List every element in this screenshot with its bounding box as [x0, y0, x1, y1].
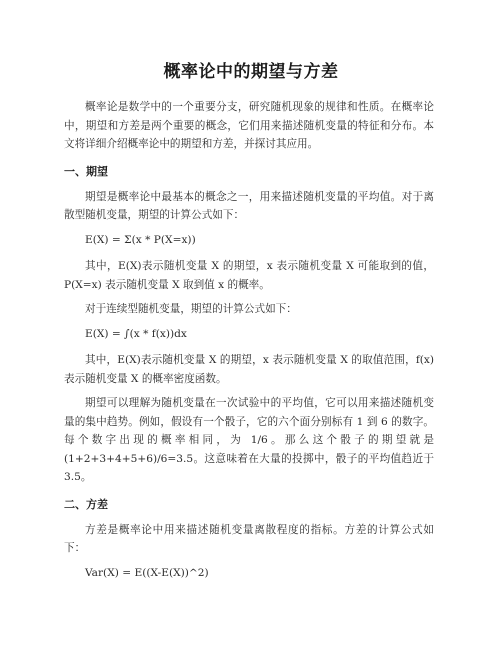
document-title: 概率论中的期望与方差	[163, 62, 339, 82]
variance-definition: 方差是概率论中用来描述随机变量离散程度的指标。方差的计算公式如下：	[64, 523, 434, 554]
intro-paragraph: 概率论是数学中的一个重要分支，研究随机现象的规律和性质。在概率论中，期望和方差是两个重要的概念，它们用来描述随机变量的特征和分布。本文将详细介绍概率论中的期望和方差，并探讨其应用。	[64, 101, 434, 150]
expectation-example: 期望可以理解为随机变量在一次试验中的平均值，它可以用来描述随机变量的集中趋势。例如，假设有一个骰子，它的六个面分别标有 1 到 6 的数字。每个数字出现的概率相同，为 1/6。那么这个骰子的期望就是(1+2+3+4+5+6)/6=3.5。这意味着在大量的投掷中，骰子的平均值趋近于 3.5。	[64, 397, 434, 483]
discrete-expectation-explanation: 其中，E(X)表示随机变量 X 的期望，x 表示随机变量 X 可能取到的值，P(X=x) 表示随机变量 X 取到值 x 的概率。	[64, 260, 434, 291]
section-heading-variance: 二、方差	[64, 497, 108, 511]
expectation-definition: 期望是概率论中最基本的概念之一，用来描述随机变量的平均值。对于离散型随机变量，期望的计算公式如下：	[64, 190, 434, 221]
continuous-intro: 对于连续型随机变量，期望的计算公式如下：	[85, 303, 297, 315]
variance-formula: Var(X) = E((X-E(X))^2)	[85, 566, 209, 579]
continuous-expectation-explanation: 其中，E(X)表示随机变量 X 的期望，x 表示随机变量 X 的取值范围，f(x)表示随机变量 X 的概率密度函数。	[64, 354, 434, 385]
section-heading-expectation: 一、期望	[64, 164, 108, 178]
continuous-expectation-formula: E(X) = ∫(x * f(x))dx	[85, 327, 187, 340]
discrete-expectation-formula: E(X) = Σ(x * P(X=x))	[85, 233, 196, 246]
document-body	[64, 98, 434, 590]
